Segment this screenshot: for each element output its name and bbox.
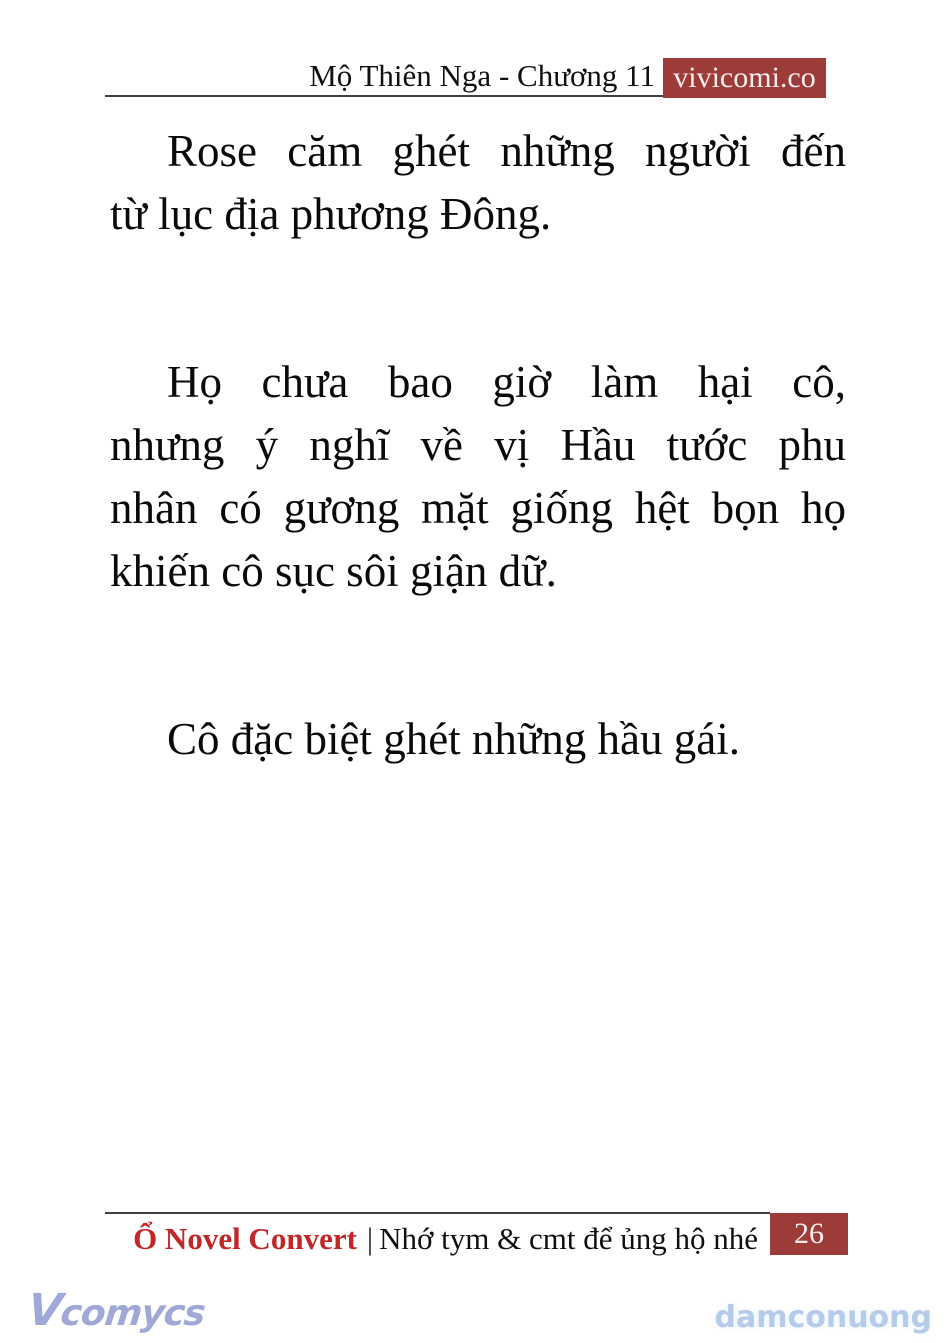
text-line: khiến cô sục sôi giận dữ. [110, 546, 557, 596]
footer-separator: | [366, 1221, 374, 1256]
damconuong-watermark: damconuong [714, 1300, 932, 1335]
footer-brand: Ổ Novel Convert [133, 1221, 357, 1256]
footer-divider [105, 1212, 770, 1214]
footer-note: Nhớ tym & cmt để ủng hộ nhé [379, 1221, 758, 1256]
text-line: từ lục địa phương Đông. [110, 189, 552, 239]
chapter-title: Mộ Thiên Nga - Chương 11 [309, 58, 655, 93]
paragraph [110, 708, 846, 771]
text-line: nhân có gương mặt giống hệt bọn họ [110, 483, 846, 533]
text-line: Rose căm ghét những người đến [167, 126, 846, 176]
footer-credit [133, 1218, 758, 1260]
text-line: Họ chưa bao giờ làm hại cô, [167, 357, 846, 407]
text-line: Cô đặc biệt ghét những hầu gái. [167, 714, 741, 764]
text-line: nhưng ý nghĩ về vị Hầu tước phu [110, 420, 846, 470]
paragraph [110, 351, 846, 603]
vcomycs-watermark: Vcomycs [25, 1285, 207, 1336]
chapter-body [110, 120, 846, 876]
page-number-badge: 26 [770, 1213, 848, 1255]
paragraph [110, 120, 846, 246]
site-badge: vivicomi.co [663, 58, 826, 98]
